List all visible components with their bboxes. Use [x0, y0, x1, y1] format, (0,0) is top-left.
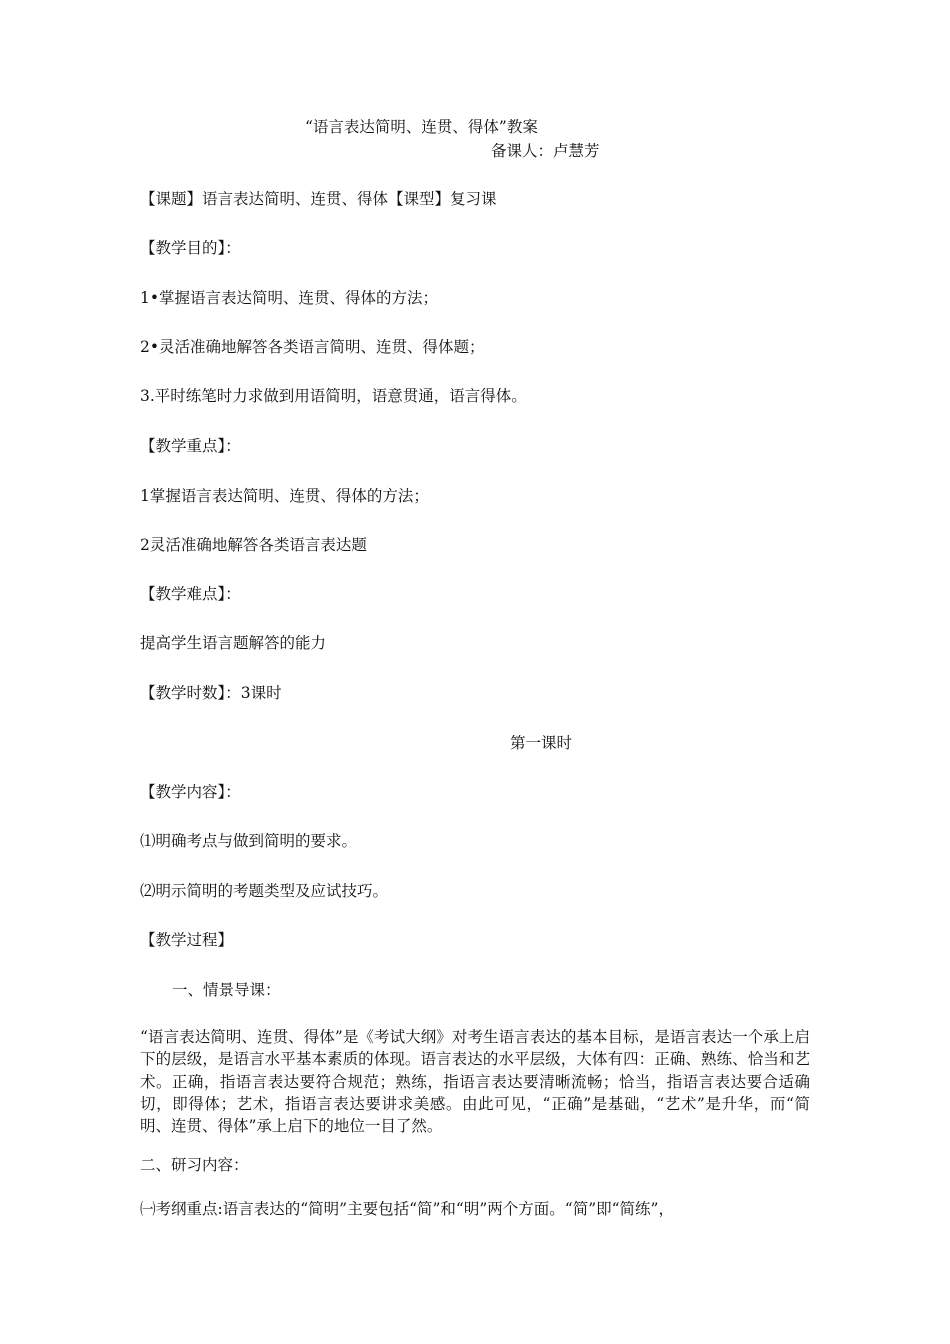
document-title: “语言表达简明、连贯、得体”教案: [305, 118, 538, 136]
intro-heading: 一、情景导课：: [172, 981, 281, 999]
hours-line: 【教学时数】：3课时: [140, 684, 282, 702]
content-heading: 【教学内容】：: [140, 783, 241, 801]
difficulty-text: 提高学生语言题解答的能力: [140, 634, 327, 652]
objectives-heading: 【教学目的】：: [140, 239, 241, 257]
difficulty-heading: 【教学难点】：: [140, 585, 241, 603]
section-title: 第一课时: [510, 734, 573, 752]
study-heading: 二、研习内容：: [140, 1156, 249, 1174]
key-points-heading: 【教学重点】：: [140, 437, 241, 455]
key-point-item: 2灵活准确地解答各类语言表达题: [140, 536, 367, 554]
objective-item: 3.平时练笔时力求做到用语简明，语意贯通，语言得体。: [140, 387, 527, 405]
study-line: ㈠考纲重点:语言表达的“简明”主要包括“简”和“明”两个方面。“简”即“简练”，: [140, 1200, 674, 1218]
objective-item: 2•灵活准确地解答各类语言简明、连贯、得体题；: [140, 338, 485, 356]
process-heading: 【教学过程】: [140, 931, 234, 949]
course-line: 【课题】语言表达简明、连贯、得体【课型】复习课: [140, 190, 497, 208]
author-line: 备课人：卢慧芳: [491, 142, 600, 160]
objective-item: 1•掌握语言表达简明、连贯、得体的方法；: [140, 289, 439, 307]
content-item: ⑵明示简明的考题类型及应试技巧。: [140, 882, 389, 900]
content-item: ⑴明确考点与做到简明的要求。: [140, 832, 358, 850]
key-point-item: 1掌握语言表达简明、连贯、得体的方法；: [140, 487, 429, 505]
intro-paragraph: “语言表达简明、连贯、得体”是《考试大纲》对考生语言表达的基本目标，是语言表达一个承上启下的层级，是语言水平基本素质的体现。语言表达的水平层级，大体有四：正确、熟练、恰当和艺术。正确，指语言表达要符合规范；熟练，指语言表达要清晰流畅；恰当，指语言表达要合适确切，即得体；艺术，指语言表达要讲求美感。由此可见，“正确”是基础，“艺术”是升华，而“简明、连贯、得体”承上启下的地位一目了然。: [140, 1028, 810, 1136]
